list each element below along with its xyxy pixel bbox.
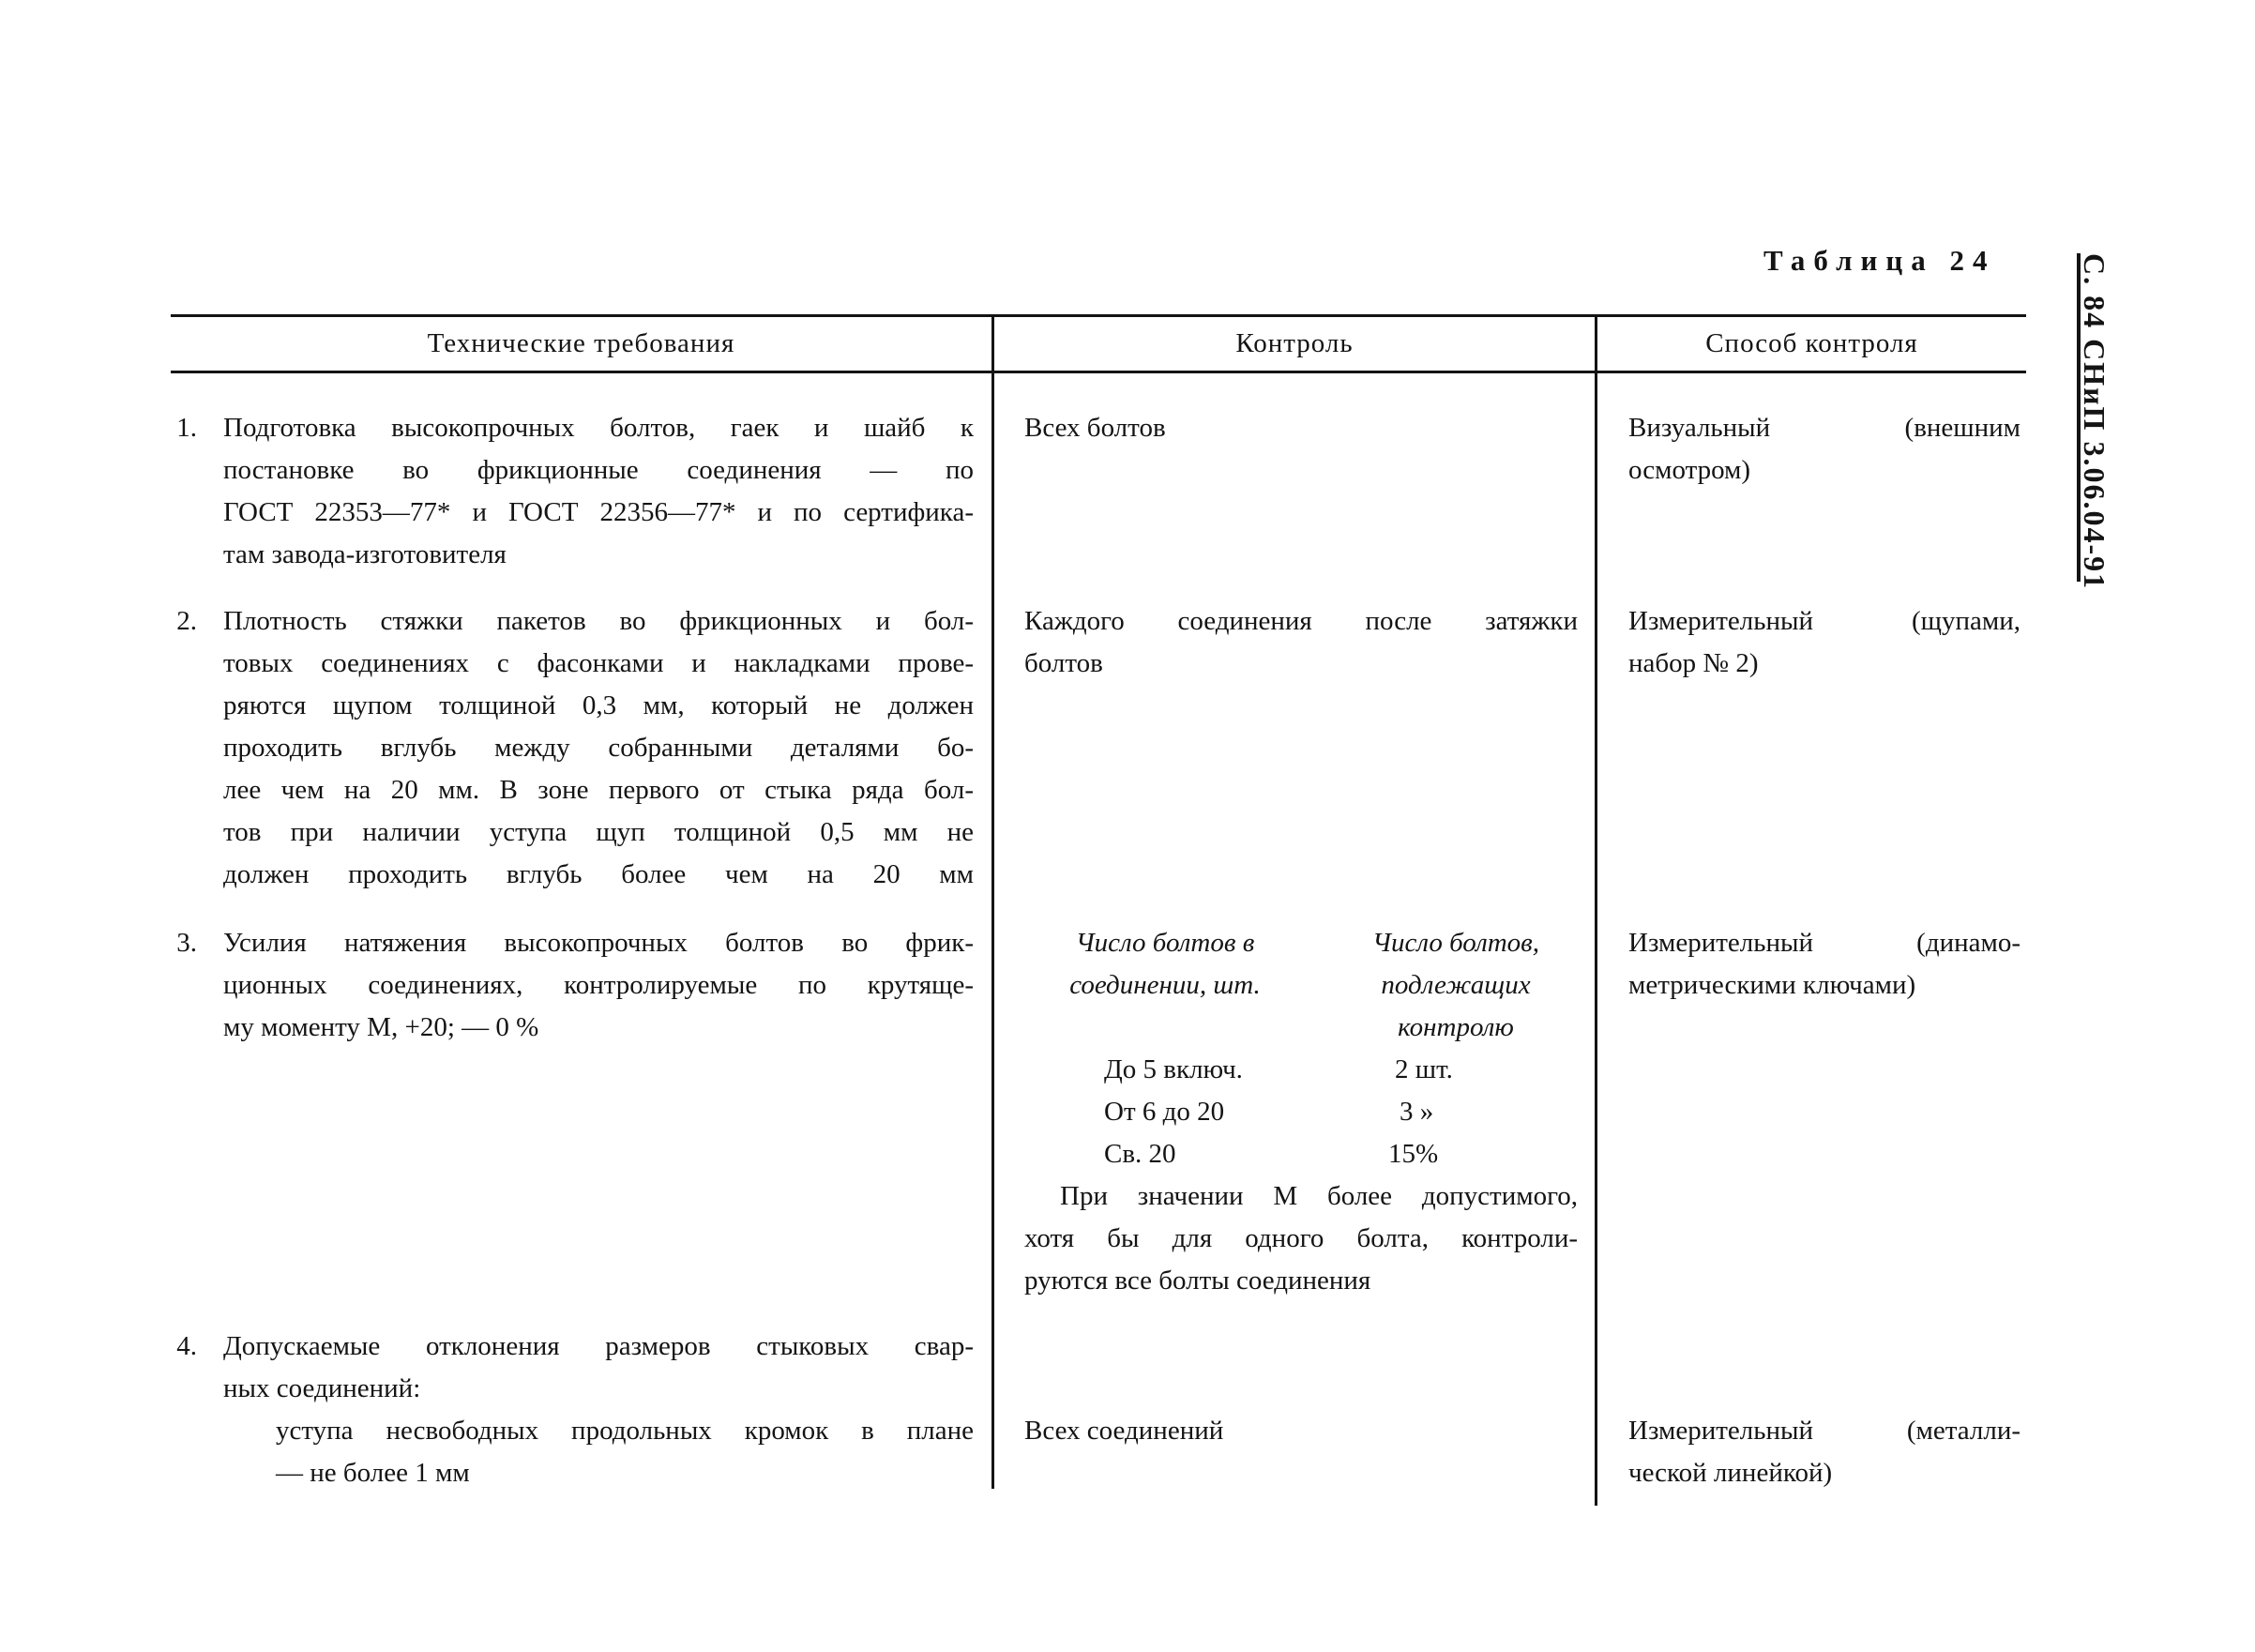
text-line: постановке во фрикционные соединения — по	[223, 455, 974, 485]
text-line: Допускаемые отклонения размеров стыковых свар-	[223, 1331, 974, 1361]
text-line: Измерительный (металли-	[1628, 1416, 2020, 1446]
text-line: тов при наличии уступа щуп толщиной 0,5 мм не	[223, 817, 974, 847]
column-divider-1	[991, 314, 994, 1489]
text-line: Визуальный (внешним	[1628, 413, 2020, 443]
text-line: Измерительный (щупами,	[1628, 606, 2020, 636]
column-header-method: Способ контроля	[1705, 328, 1918, 358]
text-line: Число болтов в	[1075, 928, 1255, 958]
bolt-count-header	[1024, 922, 1306, 1007]
requirement-text	[223, 1326, 974, 1410]
text-line: Плотность стяжки пакетов во фрикционных и бол-	[223, 606, 974, 636]
running-header-text: С. 84 СНиП 3.06.04-91	[2078, 253, 2111, 591]
text-line: Измерительный (динамо-	[1628, 928, 2020, 958]
text-line: ных соединений:	[223, 1373, 421, 1403]
sub-requirement-text	[276, 1410, 974, 1494]
text-line: Усилия натяжения высокопрочных болтов во фрик-	[223, 928, 974, 958]
text-line: контролю	[1398, 1012, 1514, 1042]
column-header-requirements: Технические требования	[427, 328, 735, 358]
text-line: Всех соединений	[1024, 1416, 1224, 1446]
text-line: ряются щупом толщиной 0,3 мм, который не должен	[223, 690, 974, 720]
text-line: болтов	[1024, 648, 1103, 678]
method-text	[1628, 1410, 2020, 1494]
text-line: — не более 1 мм	[276, 1458, 470, 1488]
column-header-control: Контроль	[1235, 328, 1354, 358]
row-number: 2.	[176, 606, 197, 636]
text-line: соединении, шт.	[1069, 970, 1261, 1000]
control-text	[1024, 407, 1578, 449]
table-top-rule	[171, 314, 2026, 317]
row-number: 3.	[176, 928, 197, 958]
bolts-to-check-cell: 2 шт.	[1395, 1054, 1453, 1084]
control-text	[1024, 1410, 1578, 1452]
text-line: му моменту М, +20; — 0 %	[223, 1012, 539, 1042]
bolt-count-cell: Св. 20	[1104, 1139, 1176, 1169]
text-line: подлежащих	[1381, 970, 1531, 1000]
text-line: Каждого соединения после затяжки	[1024, 606, 1578, 636]
text-line: проходить вглубь между собранными деталями бо-	[223, 733, 974, 763]
text-line: Подготовка высокопрочных болтов, гаек и шайб к	[223, 413, 974, 443]
method-text	[1628, 922, 2020, 1007]
text-line: При значении М более допустимого,	[1060, 1181, 1578, 1211]
requirement-text	[223, 922, 974, 1049]
text-line: должен проходить вглубь более чем на 20 мм	[223, 859, 974, 889]
text-line: ческой линейкой)	[1628, 1458, 1833, 1488]
text-line: ГОСТ 22353—77* и ГОСТ 22356—77* и по сертифика-	[223, 497, 974, 527]
bolts-to-check-header	[1334, 922, 1578, 1049]
requirement-text	[223, 407, 974, 576]
bolt-count-table	[1024, 922, 1578, 1169]
column-divider-2	[1595, 314, 1597, 1506]
running-header	[2078, 253, 2116, 591]
text-line: лее чем на 20 мм. В зоне первого от стыка ряда бол-	[223, 775, 974, 805]
bolts-to-check-cell: 15%	[1388, 1139, 1439, 1169]
method-text	[1628, 407, 2020, 492]
text-line: ционных соединениях, контролируемые по крутяще-	[223, 970, 974, 1000]
requirement-text	[223, 600, 974, 896]
text-line: осмотром)	[1628, 455, 1751, 485]
text-line: там завода-изготовителя	[223, 539, 507, 569]
text-line: хотя бы для одного болта, контроли-	[1024, 1223, 1578, 1253]
text-line: уступа несвободных продольных кромок в плане	[276, 1416, 974, 1446]
row-number: 1.	[176, 413, 197, 443]
text-line: Число болтов,	[1371, 928, 1539, 958]
bolt-count-cell: До 5 включ.	[1104, 1054, 1243, 1084]
text-line: набор № 2)	[1628, 648, 1759, 678]
text-line: товых соединениях с фасонками и накладками прове-	[223, 648, 974, 678]
text-line: руются все болты соединения	[1024, 1266, 1371, 1296]
bolt-count-cell: От 6 до 20	[1104, 1097, 1225, 1127]
control-note	[1024, 1175, 1578, 1302]
text-line: Всех болтов	[1024, 413, 1166, 443]
control-text	[1024, 600, 1578, 685]
text-line: метрическими ключами)	[1628, 970, 1916, 1000]
bolts-to-check-cell: 3 »	[1400, 1097, 1434, 1127]
header-bottom-rule	[171, 371, 2026, 373]
table-title: Таблица 24	[1763, 244, 1996, 277]
row-number: 4.	[176, 1331, 197, 1361]
method-text	[1628, 600, 2020, 685]
